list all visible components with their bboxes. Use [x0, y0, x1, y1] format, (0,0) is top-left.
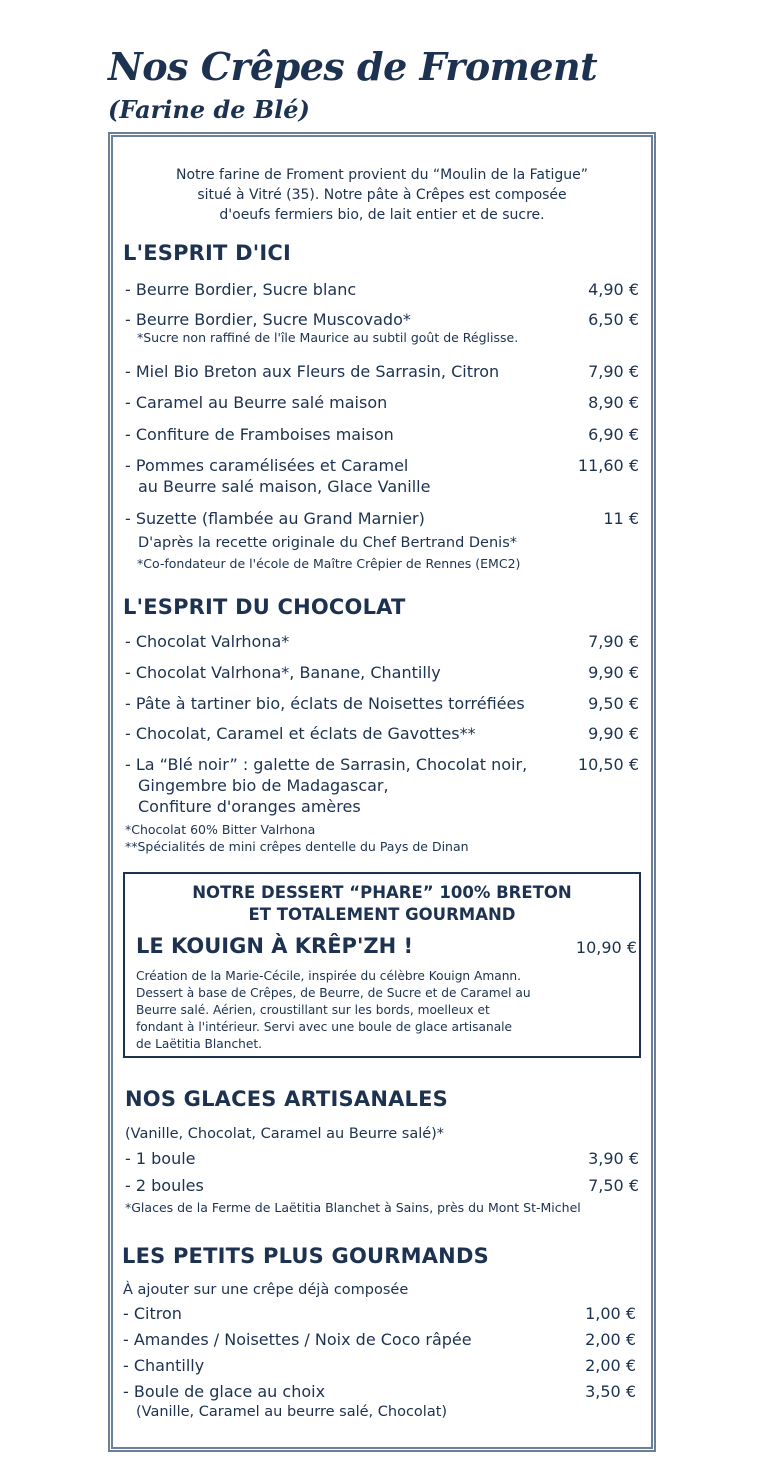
featured-dessert-header — [125, 882, 639, 926]
item-note: D'après la recette originale du Chef Bertrand Denis* — [138, 535, 518, 551]
featured-dessert-price: 10,90 € — [575, 938, 637, 957]
item-label-continued: Confiture d'oranges amères — [138, 797, 361, 816]
featured-header-line: ET TOTALEMENT GOURMAND — [248, 905, 516, 924]
glaces-flavours: (Vanille, Chocolat, Caramel au Beurre salé)* — [125, 1126, 445, 1142]
intro-line: Notre farine de Froment provient du “Moulin de la Fatigue” — [176, 167, 588, 183]
item-label: - Chocolat Valrhona* — [125, 632, 290, 651]
menu-item — [123, 1355, 636, 1376]
featured-dessert-name: LE KOUIGN À KRÊP'ZH ! — [136, 934, 414, 958]
intro-line: situé à Vitré (35). Notre pâte à Crêpes est composée — [197, 187, 567, 203]
item-price: 7,90 € — [588, 632, 639, 651]
item-price: 6,90 € — [588, 425, 639, 444]
item-label-continued: (Vanille, Caramel au beurre salé, Chocolat) — [136, 1404, 448, 1420]
menu-item — [125, 455, 639, 497]
item-label: - Chocolat Valrhona*, Banane, Chantilly — [125, 663, 441, 682]
menu-item — [125, 631, 639, 652]
menu-item — [125, 662, 639, 683]
item-label: - 1 boule — [125, 1149, 196, 1168]
featured-header-line: NOTRE DESSERT “PHARE” 100% BRETON — [192, 883, 572, 902]
item-price: 2,00 € — [585, 1356, 636, 1375]
item-label-continued: au Beurre salé maison, Glace Vanille — [138, 477, 431, 496]
item-label: - Citron — [123, 1304, 182, 1323]
item-price: 7,90 € — [588, 362, 639, 381]
item-price: 6,50 € — [588, 310, 639, 329]
description-line: Création de la Marie-Cécile, inspirée du célèbre Kouign Amann. — [136, 969, 522, 983]
item-label: - Confiture de Framboises maison — [125, 425, 394, 444]
intro-text — [123, 165, 641, 225]
item-note: *Sucre non raffiné de l'île Maurice au subtil goût de Réglisse. — [137, 330, 519, 345]
item-label: - Pommes caramélisées et Caramel — [125, 456, 409, 475]
menu-item — [125, 693, 639, 714]
page-subtitle: (Farine de Blé) — [108, 95, 310, 124]
item-price: 7,50 € — [588, 1176, 639, 1195]
featured-dessert-box — [123, 872, 641, 1058]
item-price: 3,90 € — [588, 1149, 639, 1168]
menu-item — [125, 392, 639, 413]
menu-item — [125, 1175, 639, 1196]
item-price: 9,50 € — [588, 694, 639, 713]
section-heading-petits-plus: LES PETITS PLUS GOURMANDS — [122, 1244, 489, 1268]
item-label: - Suzette (flambée au Grand Marnier) — [125, 509, 425, 528]
description-line: fondant à l'intérieur. Servi avec une boule de glace artisanale — [136, 1020, 513, 1034]
item-price: 9,90 € — [588, 724, 639, 743]
intro-line: d'oeufs fermiers bio, de lait entier et de sucre. — [219, 207, 545, 223]
description-line: Beurre salé. Aérien, croustillant sur les bords, moelleux et — [136, 1003, 490, 1017]
item-label-continued: Gingembre bio de Madagascar, — [138, 776, 389, 795]
section-note: *Glaces de la Ferme de Laëtitia Blanchet à Sains, près du Mont St-Michel — [125, 1200, 581, 1215]
item-note: *Co-fondateur de l'école de Maître Crêpier de Rennes (EMC2) — [137, 556, 521, 571]
item-label: - Chocolat, Caramel et éclats de Gavottes** — [125, 724, 476, 743]
item-label: - Amandes / Noisettes / Noix de Coco râpée — [123, 1330, 472, 1349]
description-line: Dessert à base de Crêpes, de Beurre, de Sucre et de Caramel au — [136, 986, 531, 1000]
section-heading-esprit-chocolat: L'ESPRIT DU CHOCOLAT — [123, 595, 406, 619]
item-price: 9,90 € — [588, 663, 639, 682]
section-heading-glaces: NOS GLACES ARTISANALES — [125, 1087, 448, 1111]
menu-item — [125, 279, 639, 300]
menu-item — [125, 1148, 639, 1169]
item-label: - Pâte à tartiner bio, éclats de Noisettes torréfiées — [125, 694, 525, 713]
item-label: - Chantilly — [123, 1356, 205, 1375]
menu-item — [123, 1329, 636, 1350]
menu-item — [125, 508, 639, 529]
item-price: 8,90 € — [588, 393, 639, 412]
description-line: de Laëtitia Blanchet. — [136, 1037, 263, 1051]
item-label: - Caramel au Beurre salé maison — [125, 393, 388, 412]
item-label: - Boule de glace au choix — [123, 1382, 326, 1401]
menu-item — [125, 723, 639, 744]
menu-frame — [108, 132, 656, 1452]
menu-item — [125, 309, 639, 330]
menu-item — [125, 361, 639, 382]
item-price: 1,00 € — [585, 1304, 636, 1323]
section-note: **Spécialités de mini crêpes dentelle du Pays de Dinan — [125, 839, 469, 854]
menu-item — [125, 424, 639, 445]
item-price: 4,90 € — [588, 280, 639, 299]
item-label: - Miel Bio Breton aux Fleurs de Sarrasin, Citron — [125, 362, 500, 381]
item-price: 11 € — [603, 509, 639, 528]
menu-item — [123, 1303, 636, 1324]
item-price: 11,60 € — [577, 456, 639, 475]
item-label: - La “Blé noir” : galette de Sarrasin, Chocolat noir, — [125, 755, 528, 774]
menu-item — [125, 754, 639, 817]
petits-plus-intro: À ajouter sur une crêpe déjà composée — [123, 1282, 409, 1298]
item-label: - 2 boules — [125, 1176, 204, 1195]
item-label: - Beurre Bordier, Sucre Muscovado* — [125, 310, 411, 329]
section-note: *Chocolat 60% Bitter Valrhona — [125, 822, 316, 837]
item-price: 10,50 € — [577, 755, 639, 774]
featured-dessert-description — [136, 968, 576, 1053]
menu-item — [123, 1381, 636, 1423]
section-heading-esprit-ici: L'ESPRIT D'ICI — [123, 241, 291, 265]
item-label: - Beurre Bordier, Sucre blanc — [125, 280, 357, 299]
page-title: Nos Crêpes de Froment — [108, 44, 598, 89]
item-price: 3,50 € — [585, 1382, 636, 1401]
item-price: 2,00 € — [585, 1330, 636, 1349]
